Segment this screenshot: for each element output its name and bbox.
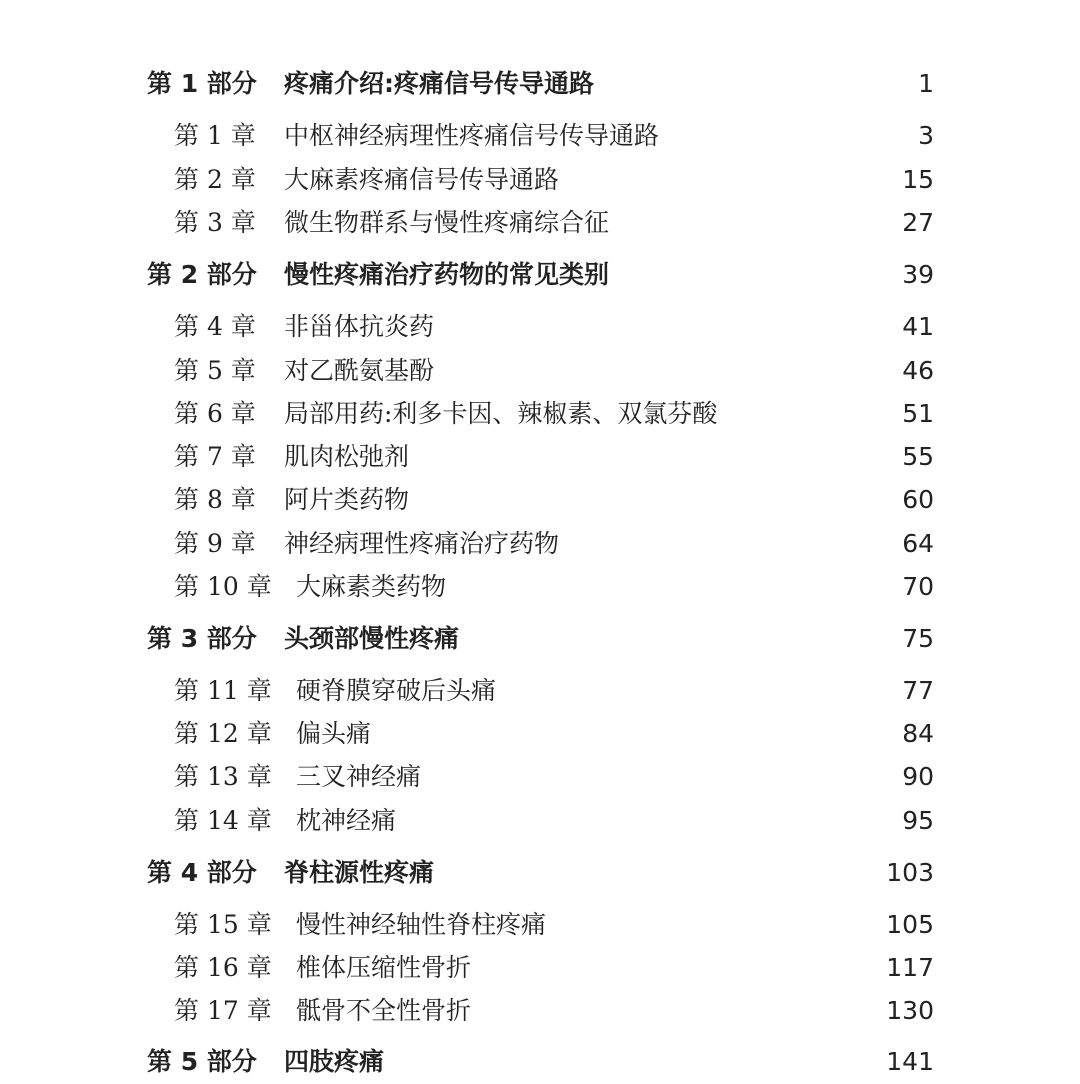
part-label: 第 1 部分 [147,69,257,98]
part-title: 脊柱源性疼痛 [284,851,434,895]
part-title: 疼痛介绍:疼痛信号传导通路 [284,62,594,106]
chapter-title: 枕神经痛 [296,799,396,843]
toc-chapter-6[interactable] [0,392,1080,436]
chapter-title: 骶骨不全性骨折 [296,989,471,1033]
chapter-title: 阿片类药物 [284,478,409,522]
chapter-label: 第 5 章 [174,356,256,385]
chapter-label: 第 10 章 [174,572,272,601]
toc-chapter-1[interactable] [0,114,1080,158]
page-number: 41 [902,312,934,341]
page-number: 27 [902,208,934,237]
page-number: 46 [902,356,934,385]
leader-dots [508,669,856,713]
toc-chapter-3[interactable] [0,201,1080,245]
page-number: 70 [902,572,934,601]
page-number: 60 [902,485,934,514]
toc-part-1[interactable] [0,62,1080,106]
toc-chapter-2[interactable] [0,158,1080,202]
toc-chapter-11[interactable] [0,669,1080,713]
chapter-title: 肌肉松弛剂 [284,435,409,479]
leader-dots [433,755,856,799]
chapter-title: 偏头痛 [296,712,371,756]
leader-dots [446,349,856,393]
leader-dots [483,989,856,1033]
chapter-label: 第 9 章 [174,529,256,558]
leader-dots [621,201,856,245]
toc-part-4[interactable] [0,851,1080,895]
leader-dots [446,851,856,895]
chapter-label: 第 16 章 [174,953,272,982]
leader-dots [421,478,856,522]
part-label: 第 3 部分 [147,624,257,653]
toc-part-5[interactable] [0,1040,1080,1084]
part-label: 第 4 部分 [147,858,257,887]
leader-dots [396,1040,856,1084]
chapter-label: 第 3 章 [174,208,256,237]
chapter-title: 对乙酰氨基酚 [284,349,434,393]
chapter-title: 神经病理性疼痛治疗药物 [284,522,559,566]
part-label: 第 5 部分 [147,1047,257,1076]
leader-dots [558,903,856,947]
page-number: 64 [902,529,934,558]
toc-chapter-13[interactable] [0,755,1080,799]
part-title: 四肢疼痛 [284,1040,384,1084]
page-number: 90 [902,762,934,791]
toc-chapter-9[interactable] [0,522,1080,566]
page-number: 117 [886,953,934,982]
page-number: 84 [902,719,934,748]
chapter-label: 第 2 章 [174,165,256,194]
part-title: 慢性疼痛治疗药物的常见类别 [284,253,609,297]
leader-dots [471,617,856,661]
page-number: 103 [886,858,934,887]
chapter-title: 微生物群系与慢性疼痛综合征 [284,201,609,245]
page-number: 130 [886,996,934,1025]
toc-chapter-15[interactable] [0,903,1080,947]
leader-dots [729,392,856,436]
leader-dots [458,565,856,609]
toc-chapter-8[interactable] [0,478,1080,522]
page-number: 95 [902,806,934,835]
toc-chapter-10[interactable] [0,565,1080,609]
leader-dots [621,253,856,297]
leader-dots [606,62,856,106]
page-number: 15 [902,165,934,194]
leader-dots [446,305,856,349]
chapter-title: 大麻素类药物 [296,565,446,609]
chapter-label: 第 13 章 [174,762,272,791]
chapter-title: 中枢神经病理性疼痛信号传导通路 [284,114,659,158]
chapter-label: 第 11 章 [174,676,272,705]
part-title: 头颈部慢性疼痛 [284,617,459,661]
chapter-title: 椎体压缩性骨折 [296,946,471,990]
chapter-title: 三叉神经痛 [296,755,421,799]
page-number: 3 [918,121,934,150]
chapter-label: 第 17 章 [174,996,272,1025]
chapter-label: 第 4 章 [174,312,256,341]
page-number: 1 [918,69,934,98]
chapter-label: 第 7 章 [174,442,256,471]
leader-dots [421,435,856,479]
toc-chapter-12[interactable] [0,712,1080,756]
part-label: 第 2 部分 [147,260,257,289]
page-number: 141 [886,1047,934,1076]
leader-dots [671,114,856,158]
page-number: 75 [902,624,934,653]
leader-dots [383,712,856,756]
chapter-title: 慢性神经轴性脊柱疼痛 [296,903,546,947]
page-number: 39 [902,260,934,289]
page-number: 77 [902,676,934,705]
page-number: 105 [886,910,934,939]
page-number: 55 [902,442,934,471]
chapter-label: 第 8 章 [174,485,256,514]
toc-chapter-5[interactable] [0,349,1080,393]
toc-part-3[interactable] [0,617,1080,661]
leader-dots [571,522,856,566]
toc-chapter-16[interactable] [0,946,1080,990]
chapter-label: 第 6 章 [174,399,256,428]
chapter-label: 第 14 章 [174,806,272,835]
toc-chapter-17[interactable] [0,989,1080,1033]
chapter-title: 局部用药:利多卡因、辣椒素、双氯芬酸 [284,392,717,436]
leader-dots [408,799,856,843]
toc-chapter-7[interactable] [0,435,1080,479]
toc-chapter-4[interactable] [0,305,1080,349]
chapter-title: 大麻素疼痛信号传导通路 [284,158,559,202]
chapter-label: 第 12 章 [174,719,272,748]
chapter-title: 非甾体抗炎药 [284,305,434,349]
chapter-label: 第 15 章 [174,910,272,939]
page-number: 51 [902,399,934,428]
leader-dots [483,946,856,990]
leader-dots [571,158,856,202]
toc-part-2[interactable] [0,253,1080,297]
chapter-label: 第 1 章 [174,121,256,150]
toc-chapter-14[interactable] [0,799,1080,843]
chapter-title: 硬脊膜穿破后头痛 [296,669,496,713]
